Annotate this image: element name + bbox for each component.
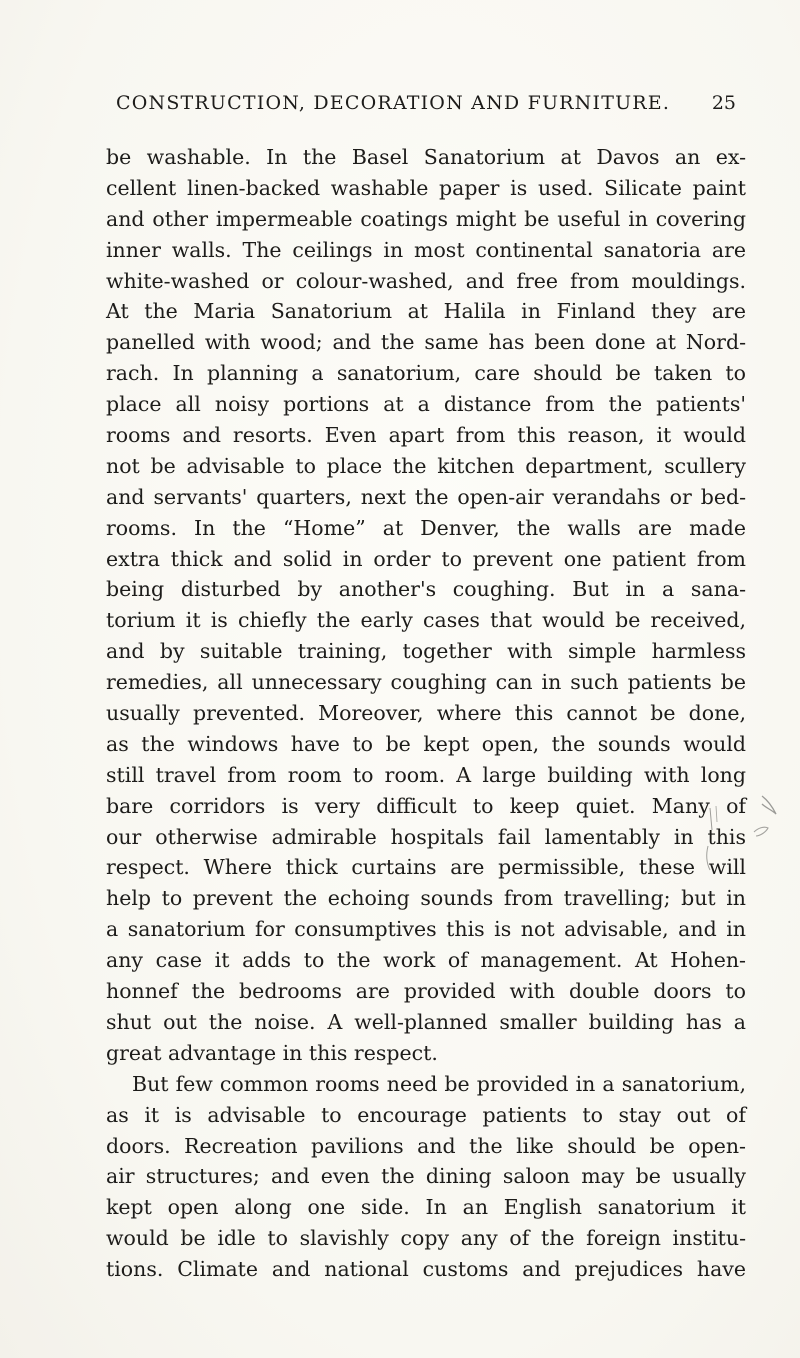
text-line: But few common rooms need be provided in a sanatorium, [132,1071,746,1096]
text-line: honnef the bedrooms are provided with double doors to [106,979,746,1004]
text-line: great advantage in this respect. [106,1040,438,1065]
running-head [116,92,736,122]
text-line: remedies, all unnecessary coughing can in such patients be [106,670,746,695]
text-line: kept open along one side. In an English sanatorium it [106,1195,746,1220]
text-line: being disturbed by another's coughing. But in a sana- [106,577,746,602]
text-line: shut out the noise. A well-planned smaller building has a [106,1009,746,1034]
text-line: At the Maria Sanatorium at Halila in Finland they are [106,299,746,324]
text-line: inner walls. The ceilings in most continental sanatoria are [106,237,746,262]
pencil-scribble-icon [700,770,780,880]
text-line: rach. In planning a sanatorium, care should be taken to [106,361,746,386]
text-line: doors. Recreation pavilions and the like should be open- [106,1133,746,1158]
text-line: our otherwise admirable hospitals fail lamentably in this [106,824,746,849]
text-line: usually prevented. Moreover, where this cannot be done, [106,701,746,726]
text-line: rooms. In the “Home” at Denver, the walls are made [106,515,746,540]
margin-pencil-mark [700,770,780,880]
text-line: white-washed or colour-washed, and free from mouldings. [106,268,746,293]
text-line: any case it adds to the work of management. At Hohen- [106,948,746,973]
text-line: and other impermeable coatings might be useful in covering [106,206,746,231]
text-line: as the windows have to be kept open, the sounds would [106,731,746,756]
page-number: 25 [711,92,736,114]
running-title: CONSTRUCTION, DECORATION AND FURNITURE. [116,92,671,114]
body-text [106,142,746,1285]
text-line: still travel from room to room. A large building with long [106,762,746,787]
text-line: air structures; and even the dining saloon may be usually [106,1164,746,1189]
text-line: respect. Where thick curtains are permissible, these will [106,855,746,880]
text-line: extra thick and solid in order to prevent one patient from [106,546,746,571]
text-line: would be idle to slavishly copy any of the foreign institu- [106,1226,746,1251]
text-line: torium it is chiefly the early cases that would be received, [106,608,746,633]
text-line: panelled with wood; and the same has been done at Nord- [106,330,746,355]
text-line: as it is advisable to encourage patients to stay out of [106,1102,746,1127]
text-line: bare corridors is very difficult to keep quiet. Many of [106,793,746,818]
text-line: a sanatorium for consumptives this is not advisable, and in [106,917,746,942]
text-line: tions. Climate and national customs and prejudices have [106,1257,746,1282]
text-line: place all noisy portions at a distance from the patients' [106,392,746,417]
text-line: not be advisable to place the kitchen department, scullery [106,453,746,478]
text-line: rooms and resorts. Even apart from this reason, it would [106,423,746,448]
text-line: cellent linen-backed washable paper is used. Silicate paint [106,175,746,200]
text-line: be washable. In the Basel Sanatorium at Davos an ex- [106,145,746,169]
text-line: help to prevent the echoing sounds from travelling; but in [106,886,746,911]
text-line: and servants' quarters, next the open-air verandahs or bed- [106,484,746,509]
text-line: and by suitable training, together with simple harmless [106,639,746,664]
